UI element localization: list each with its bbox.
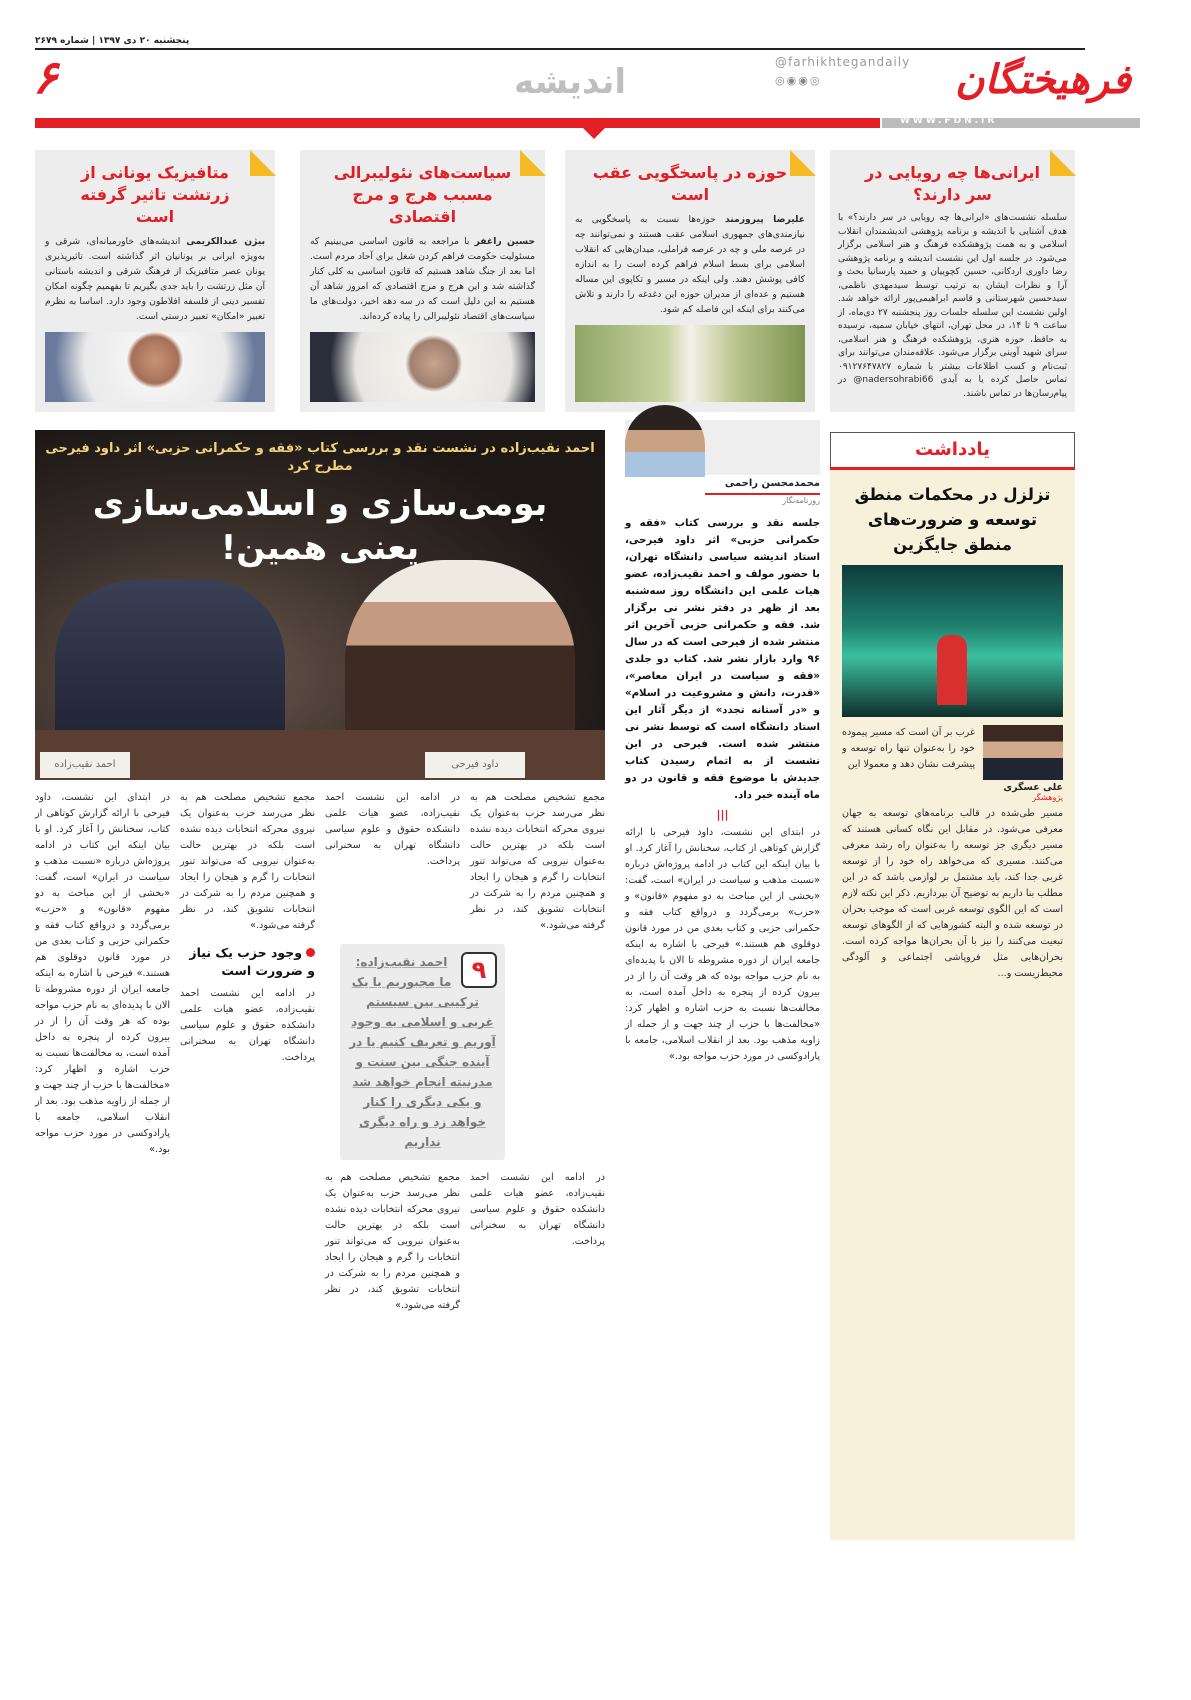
pull-quote (340, 944, 505, 1160)
article-column: در ابتدای این نشست، داود فیرحی با ارائه گزارش کوتاهی از کتاب، سخنانش را آغاز کرد. او با بیان اینکه این کتاب در ادامه پروژه‌اش درباره «نسبت مذهب و سیاست در ایران» است، گفت: «بخشی از این مباحث به دو مفهوم «قانون» و «حزب» برمی‌گردد و درواقع کتاب فقه و حکمرانی حزبی و کتاب بعدی من در مورد قانون دوقلوی هم هستند.» فیرحی با اشاره به اینکه جامعه ایران از دوره مشروطه تا الان با پدیده‌ای به نام حزب مواجه بوده که هر وقت آن را از در بیرون کرده از پنجره به داخل آمده است، به مخالفت‌ها نسبت به حزب اشاره و اظهار کرد: «مخالفت‌ها با حزب از چند جهت و از جمله از زاویه مذهب بود. بعد از انقلاب اسلامی، جامعه با پارادوکسی در مورد حزب مواجه بود.» (34, 792, 170, 1155)
author-name: محمدمحسن راحمی (724, 478, 820, 489)
box-author: علیرضا پیروزمند (725, 214, 805, 225)
note-box (830, 470, 1075, 1540)
article-column: در ادامه این نشست احمد نقیب‌زاده، عضو هیات علمی دانشکده حقوق و علوم سیاسی دانشگاه تهران به سخنرانی پرداخت. (180, 988, 315, 1063)
page-number: ۶ (33, 50, 58, 104)
author-underline (705, 493, 820, 495)
social-handle: @farhikhtegandaily (775, 55, 911, 69)
newspaper-logo: فرهیختگان (955, 56, 1131, 103)
header-rule (35, 48, 1085, 50)
nameplate: داود فیرحی (425, 752, 525, 778)
photo-naghibzadeh (55, 580, 285, 750)
note-author-name: علی عسگری (1003, 782, 1063, 793)
website-url: WWW.FDN.IR (900, 116, 998, 126)
lead-column (625, 405, 820, 1065)
box-title: ایرانی‌ها چه رویایی در سر دارند؟ (865, 163, 1040, 204)
article-column: در ادامه این نشست احمد نقیب‌زاده، عضو هیات علمی دانشکده حقوق و علوم سیاسی دانشگاه تهران به سخنرانی پرداخت. (470, 1172, 605, 1247)
section-title: اندیشه (513, 62, 627, 102)
box-hawza (565, 150, 815, 412)
article-headline: بومی‌سازی و اسلامی‌سازی یعنی همین! (92, 484, 548, 568)
box-body: حسین راغفر با مراجعه به قانون اساسی می‌بینیم که مسئولیت حکومت فراهم کردن شغل برای آحاد مردم است. اما بعد از جنگ شاهد هستیم که قانون اساسی به کلی کنار گذاشته شد و این هرج و مرج اقتصادی که امروز شاهد آن هستیم به این دلیل است که در سه دهه اخیر، دولت‌های ما سیاست‌های اقتصاد نئولیبرالی را پیاده کرده‌اند. (310, 236, 535, 322)
article-column: در ادامه این نشست احمد نقیب‌زاده، عضو هیات علمی دانشکده حقوق و علوم سیاسی دانشگاه تهران به سخنرانی پرداخت. (325, 792, 460, 867)
box-body: سلسله نشست‌های «ایرانی‌ها چه رویایی در سر دارند؟» با هدف آشنایی با اندیشه و برنامه پژوهشی اندیشمندان انقلاب اسلامی و به همت پژوهشکده فرهنگ و هنر اسلامی برگزار می‌شود. در جلسه اول این نشست اندیشه و برنامه پژوهشی رضا داوری اردکانی، حسین کچوییان و حمید پارسانیا بحث و آرا و نظرات ایشان به ترتیب توسط سیدمهدی ناظمی، سیدحسین شهرستانی و قاسم ابراهیمی‌پور ارائه خواهد شد. اولین نشست این سلسله جلسات روز پنجشنبه ۲۷ دی‌ماه، از ساعت ۹ تا ۱۴، در محل تهران، انتهای خیابان سمیه، نرسیده به حافظ، حوزه هنری، پژوهشکده فرهنگ و هنر اسلامی، سرای شهید آوینی برگزار می‌شود. علاقه‌مندان می‌توانند برای ثبت‌نام و کسب اطلاعات بیشتر با شماره ۰۹۱۲۷۶۴۷۸۲۷ تماس حاصل کرده یا به آیدی nadersohrabi66@ در پیام‌رسان‌ها در تماس باشند. (838, 213, 1067, 399)
photo-abdolkarimi (45, 332, 265, 402)
box-neoliberal (300, 150, 545, 412)
note-image-figure (937, 635, 967, 705)
article-column: مجمع تشخیص مصلحت هم به نظر می‌رسد حزب به‌عنوان یک نیروی محرکه انتخابات دیده نشده است بلکه در بهترین حالت به‌عنوان نیرویی که می‌تواند تنور انتخابات را گرم و هیجان را ایجاد و همچنین مردم را به شرکت در انتخابات تشویق کند، در نظر گرفته می‌شود.» (470, 792, 605, 931)
article-kicker: احمد نقیب‌زاده در نشست نقد و بررسی کتاب «فقه و حکمرانی حزبی» اثر داود فیرحی مطرح کرد (45, 441, 595, 474)
box-title: متافیزیک یونانی از زرتشت تاثیر گرفته است (80, 163, 230, 226)
box-author: حسین راغفر (474, 236, 535, 247)
note-image (842, 565, 1063, 717)
quote-icon: ٩ (461, 952, 497, 988)
article-subhead: وجود حزب یک نیاز و ضرورت است (189, 945, 315, 978)
instagram-icon: ◎ (775, 74, 787, 87)
author-block (625, 405, 820, 509)
box-iranian-dreams (830, 150, 1075, 412)
photo-pirouzmand (575, 325, 805, 402)
article-column: مجمع تشخیص مصلحت هم به نظر می‌رسد حزب به‌عنوان یک نیروی محرکه انتخابات دیده نشده است بلکه در بهترین حالت به‌عنوان نیرویی که می‌تواند تنور انتخابات را گرم و هیجان را ایجاد و همچنین مردم را به شرکت در انتخابات تشویق کند، در نظر گرفته می‌شود.» (180, 792, 315, 931)
twitter-icon: ◉ (798, 74, 810, 87)
third-column (180, 790, 315, 1066)
note-intro-row (842, 725, 1063, 802)
box-title: سیاست‌های نئولیبرالی مسبب هرج و مرج اقتصادی (333, 163, 512, 226)
box-metaphysics (35, 150, 275, 412)
article-lead: جلسه نقد و بررسی کتاب «فقه و حکمرانی حزبی» اثر داود فیرحی، استاد اندیشه سیاسی دانشگاه تهران، با حضور مولف و احمد نقیب‌زاده، عضو هیات علمی این دانشگاه روز سه‌شنبه بعد از ظهر در دفتر نشر نی برگزار شد. فقه و حکمرانی حزبی آخرین اثر منتشر شده از فیرحی است که در سال ۹۶ وارد بازار نشر شد. کتاب دو جلدی «فقه و سیاست در ایران معاصر»، «قدرت، دانش و مشروعیت در اسلام» و «در آستانه تجدد» از دیگر آثار این استاد دانشگاه است که توسط نشر نی منتشر شده است. فیرحی در این نشست از به اتمام رسیدن کتاب جدیدش با موضوع فقه و قانون در دو ماه آینده خبر داد. (625, 518, 820, 801)
separator: ||| (716, 808, 729, 821)
telegram-icon: ◉ (786, 74, 799, 87)
box-body: بیژن عبدالکریمی اندیشه‌های خاورمیانه‌ای، شرقی و به‌ویژه ایرانی بر یونانیان اثر گذاشته است. تاثیرپذیری یونان عصر متافیزیک از فرهنگ شرقی و اندیشه باستانی آن مثل زرتشت را باید جدی بگیریم تا بفهمیم چگونه امکان تفسیر دینی از فلسفه افلاطون وجود دارد. اساسا به نظرم تعبیر «امکان» تعبیر درستی است. (45, 236, 266, 322)
note-body: مسیر طی‌شده در قالب برنامه‌های توسعه به جهان معرفی می‌شود. در مقابل این نگاه کسانی هستند که مسیر دیگری جز توسعه را به‌عنوان راه رشد معرفی می‌کنند. مسیری که می‌خواهد راه خود را از توسعه غربی جدا کند، باید مشتمل بر لوازمی باشد که در این مطلب بنا داریم به توضیح آن بپردازیم. ذکر این نکته لازم است که این الگوی توسعه غربی است که موجب بحران در توسعه شده و البته کشورهایی که از الگوهای توسعه تبعیت می‌کنند را نیز با آن بحران‌ها مواجه کرده است. بحران‌هایی مثل فروپاشی اجتماعی و آلودگی محیط‌زیست و... (842, 808, 1063, 979)
photo-raghfar (310, 332, 535, 402)
note-author-photo (983, 725, 1063, 780)
photo-feirahi (345, 560, 575, 750)
pull-quote-text: احمد نقیب‌زاده: ما مجبوریم یا یک ترکیبی بین سیستم غربی و اسلامی به وجود آوریم و تعریف کنیم یا در آینده جنگی بین سنت و مدرنیته انجام خواهد شد و یکی دیگری را کنار خواهد زد و راه دیگری نداریم (349, 955, 496, 1149)
middle-columns (325, 790, 605, 1314)
note-label: یادداشت (915, 439, 990, 460)
banner-pointer (582, 127, 606, 139)
note-intro: غرب بر آن است که مسیر پیموده خود را به‌عنوان تنها راه توسعه و پیشرفت نشان دهد و معمولا این (842, 727, 975, 770)
note-title: تزلزل در محکمات منطق توسعه و ضرورت‌های منطق جایگزین (854, 485, 1051, 554)
box-author: بیژن عبدالکریمی (186, 236, 266, 247)
note-label-box (830, 432, 1075, 467)
note-author-role: پژوهشگر (1032, 793, 1063, 802)
eitaa-icon: ◎ (809, 74, 822, 87)
article-column: در ابتدای این نشست، داود فیرحی با ارائه گزارش کوتاهی از کتاب، سخنانش را آغاز کرد. او با بیان اینکه این کتاب در ادامه پروژه‌اش درباره «نسبت مذهب و سیاست در ایران» است، گفت: «بخشی از این مباحث به دو مفهوم «قانون» و «حزب» برمی‌گردد و درواقع کتاب فقه و حکمرانی حزبی و کتاب بعدی من در مورد قانون دوقلوی هم هستند.» فیرحی با اشاره به اینکه جامعه ایران از دوره مشروطه تا الان با پدیده‌ای به نام حزب مواجه بوده که هر وقت آن را از در بیرون کرده از پنجره به داخل آمده است، به مخالفت‌ها نسبت به حزب اشاره و اظهار کرد: «مخالفت‌ها با حزب از چند جهت و از جمله از زاویه مذهب بود. بعد از انقلاب اسلامی، جامعه با پارادوکسی در مورد حزب مواجه بود.» (625, 827, 820, 1062)
nameplate: احمد نقیب‌زاده (40, 752, 130, 778)
article-column: مجمع تشخیص مصلحت هم به نظر می‌رسد حزب به‌عنوان یک نیروی محرکه انتخابات دیده نشده است بلکه در بهترین حالت به‌عنوان نیرویی که می‌تواند تنور انتخابات را گرم و هیجان را ایجاد و همچنین مردم را به شرکت در انتخابات تشویق کند، در نظر گرفته می‌شود.» (325, 1172, 460, 1311)
note-author-block (983, 725, 1063, 802)
box-title: حوزه در پاسخگویی عقب است (592, 163, 788, 204)
red-banner (35, 118, 880, 128)
author-role: روزنامه‌نگار (782, 496, 820, 505)
date-issue: پنجشنبه ۲۰ دی ۱۳۹۷ | شماره ۲۶۷۹ (35, 36, 190, 46)
box-body: علیرضا پیروزمند حوزه‌ها نسبت به پاسخگویی به نیازمندی‌های جمهوری اسلامی عقب هستند و نمی‌توانند چه در عرصه ملی و چه در عرصه فراملی، میدان‌هایی که انقلاب اسلامی برای بسط اسلام فراهم کرده است را به اندازه کافی پوشش دهند. ولی اینکه در مسیر و تکاپوی این مساله هستیم و عده‌ای از مدیران حوزه این دغدغه را دارند و تلاش می‌کنند برای اینکه این فاصله کم شود. (575, 214, 805, 315)
main-photo (35, 430, 605, 780)
bullet-icon (306, 948, 315, 957)
social-icons (775, 74, 821, 87)
author-photo (625, 405, 705, 477)
